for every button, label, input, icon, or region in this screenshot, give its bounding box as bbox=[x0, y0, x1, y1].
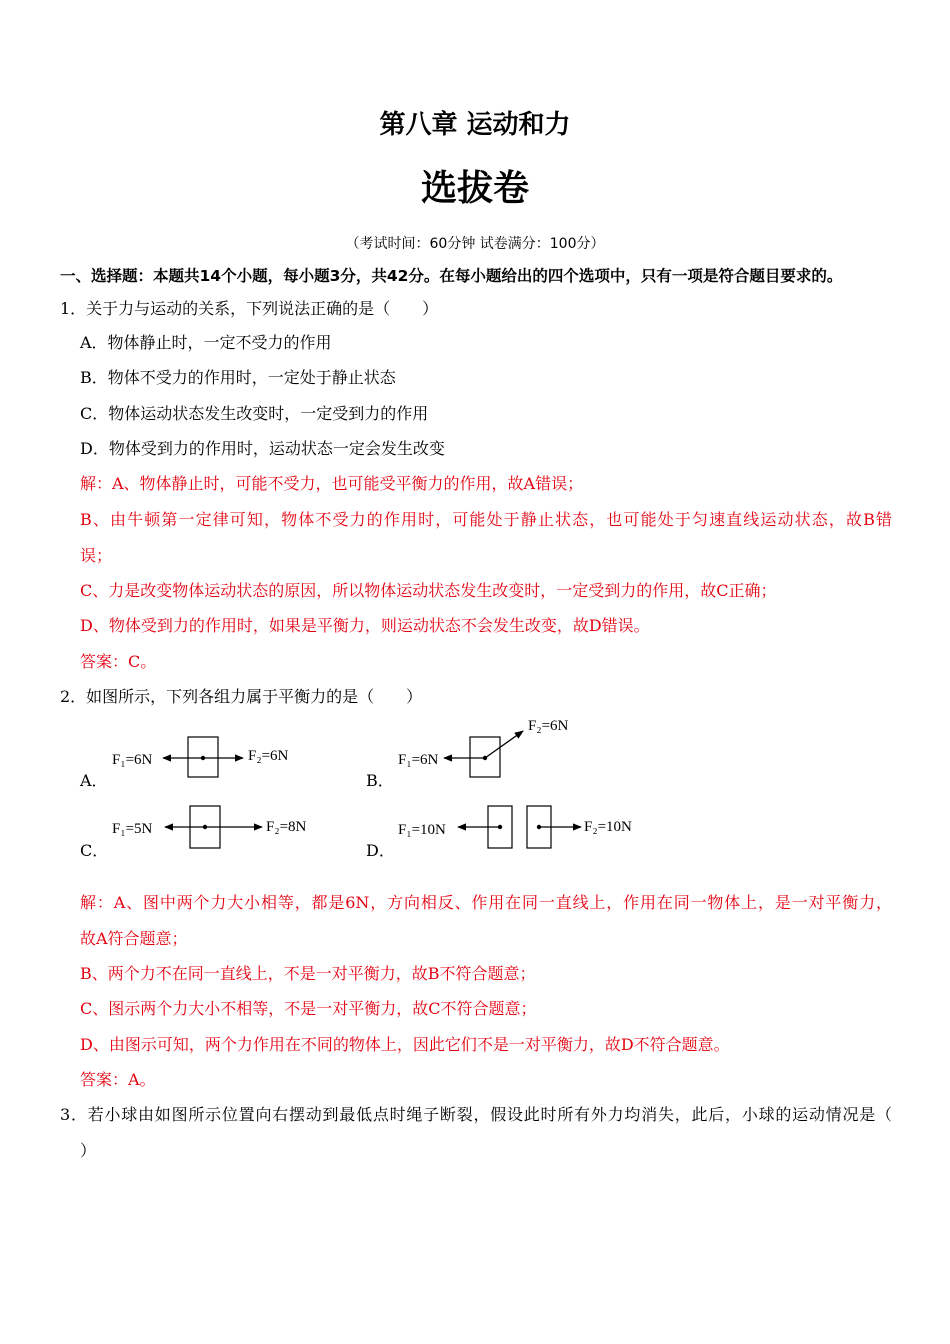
figure-a bbox=[112, 737, 289, 777]
question-1-option-c: C．物体运动状态发生改变时，一定受到力的作用 bbox=[80, 404, 429, 423]
figure-b bbox=[398, 718, 569, 777]
question-2-solution-d: D、由图示可知，两个力作用在不同的物体上，因此它们不是一对平衡力，故D不符合题意。 bbox=[80, 1035, 730, 1054]
question-1-solution-a: 解：A、物体静止时，可能不受力，也可能受平衡力的作用，故A错误； bbox=[80, 474, 584, 493]
question-1-solution-d: D、物体受到力的作用时，如果是平衡力，则运动状态不会发生改变，故D错误。 bbox=[80, 616, 650, 635]
question-3-stem-cont: ） bbox=[80, 1141, 97, 1160]
question-1-answer: 答案：C。 bbox=[80, 652, 157, 671]
chapter-title: 第八章 运动和力 bbox=[379, 110, 571, 140]
section-heading: 一、选择题：本题共14个小题，每小题3分，共42分。在每小题给出的四个选项中，只有一项是符合题目要求的。 bbox=[60, 267, 843, 285]
exam-info: （考试时间：60分钟 试卷满分：100分） bbox=[345, 236, 605, 252]
question-2-stem: 2．如图所示，下列各组力属于平衡力的是（ ） bbox=[60, 687, 423, 706]
question-3-stem: 3．若小球由如图所示位置向右摆动到最低点时绳子断裂，假设此时所有外力均消失，此后，小球的运动情况是（ bbox=[60, 1105, 892, 1124]
force-diagrams bbox=[0, 710, 950, 860]
question-1-option-b: B．物体不受力的作用时，一定处于静止状态 bbox=[80, 368, 396, 387]
question-1-solution-c: C、力是改变物体运动状态的原因，所以物体运动状态发生改变时，一定受到力的作用，故C正确； bbox=[80, 581, 777, 600]
figure-b-f1-label: F₁=6N bbox=[398, 752, 439, 768]
paper-title: 选拔卷 bbox=[420, 168, 529, 209]
figure-b-f2-label: F₂=6N bbox=[528, 718, 569, 734]
figure-a-f1-label: F₁=6N bbox=[112, 752, 153, 768]
question-2-option-d-label: D． bbox=[366, 841, 395, 860]
figure-c-f1-label: F₁=5N bbox=[112, 821, 153, 837]
question-1-option-a: A．物体静止时，一定不受力的作用 bbox=[80, 333, 332, 352]
figure-d-f1-label: F₁=10N bbox=[398, 822, 446, 838]
question-2-option-b-label: B． bbox=[366, 771, 394, 790]
figure-c-f2-label: F₂=8N bbox=[266, 819, 307, 835]
question-2-solution-a: 解：A、图中两个力大小相等，都是6N，方向相反、作用在同一直线上，作用在同一物体上，是一对平衡力， bbox=[80, 893, 892, 912]
figure-a-f2-label: F₂=6N bbox=[248, 748, 289, 764]
question-1-solution-b-cont: 误； bbox=[80, 546, 113, 565]
figure-c bbox=[112, 806, 307, 848]
question-1-stem: 1．关于力与运动的关系，下列说法正确的是（ ） bbox=[60, 299, 439, 318]
question-2-answer: 答案：A。 bbox=[80, 1070, 156, 1089]
question-2-solution-b: B、两个力不在同一直线上，不是一对平衡力，故B不符合题意； bbox=[80, 964, 536, 983]
question-1-solution-b: B、由牛顿第一定律可知，物体不受力的作用时，可能处于静止状态，也可能处于匀速直线运动状态，故B错 bbox=[80, 510, 892, 529]
question-2-solution-c: C、图示两个力大小不相等，不是一对平衡力，故C不符合题意； bbox=[80, 999, 537, 1018]
figure-d-f2-label: F₂=10N bbox=[584, 819, 632, 835]
figure-b-f2-arrow bbox=[485, 731, 523, 758]
figure-d bbox=[398, 806, 632, 848]
question-1-option-d: D．物体受到力的作用时，运动状态一定会发生改变 bbox=[80, 439, 445, 458]
question-2-option-c-label: C． bbox=[80, 841, 109, 860]
question-2-solution-a-cont: 故A符合题意； bbox=[80, 929, 188, 948]
question-2-option-a-label: A． bbox=[80, 771, 108, 790]
